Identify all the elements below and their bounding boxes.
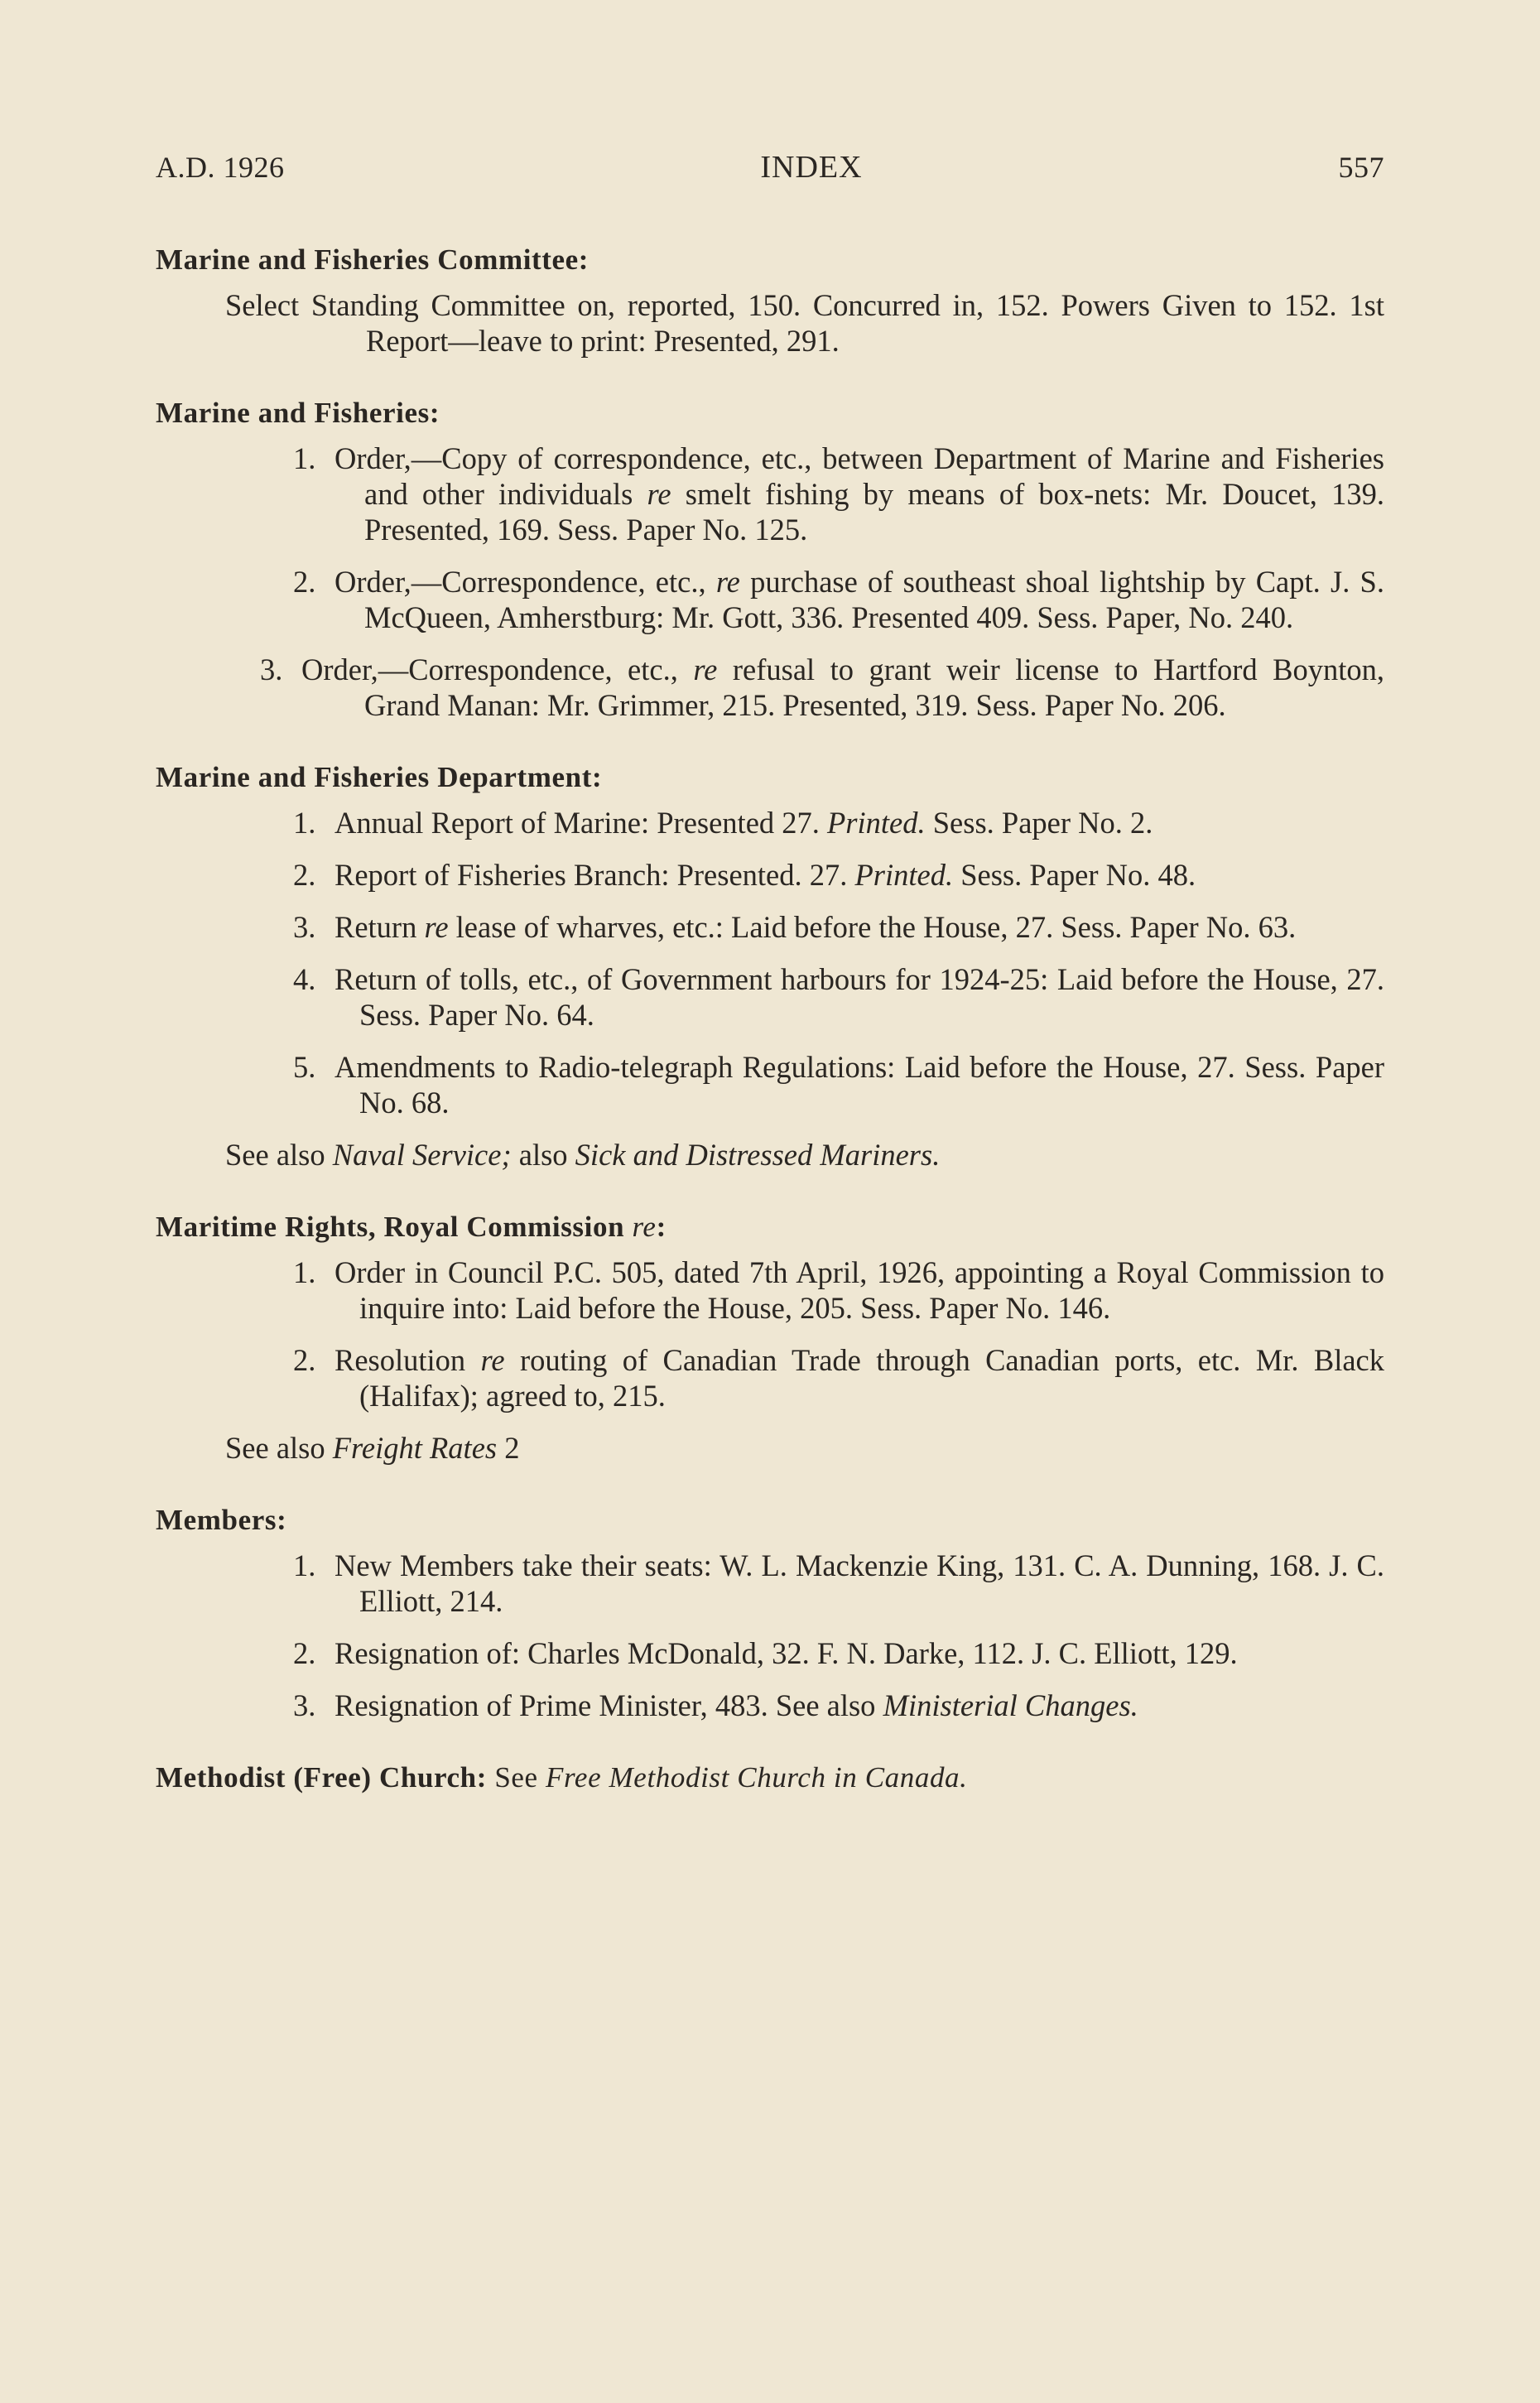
entry-text: New Members take their seats: W. L. Mackenzie King, 131. C. A. Dunning, 168. J. C. Elliott, 214.: [334, 1548, 1384, 1618]
section-paragraph: Select Standing Committee on, reported, 150. Concurred in, 152. Powers Given to 152. 1st Report—leave to print: Presented, 291.: [225, 288, 1384, 358]
entry-italic: re: [480, 1343, 505, 1377]
entry-number: 1.: [293, 441, 316, 475]
index-section: [156, 395, 1384, 723]
entry-italic: Printed.: [827, 806, 926, 840]
see-also-ref: Naval Service;: [332, 1138, 512, 1172]
entry-italic: re: [693, 653, 718, 686]
entry-text: routing of Canadian Trade through Canadian ports, etc. Mr. Black (Halifax); agreed to, 215.: [359, 1343, 1384, 1413]
entry-text: refusal to grant weir license to Hartford Boynton, Grand Manan: Mr. Grimmer, 215. Presented, 319. Sess. Paper No. 206.: [364, 653, 1384, 722]
entry-number: 4.: [293, 962, 316, 996]
index-entry: [293, 805, 1384, 840]
entry-number: 3.: [293, 1688, 316, 1722]
entry-number: 2.: [293, 565, 316, 599]
index-section: [156, 759, 1384, 1173]
entry-text: Order,—Correspondence, etc.,: [301, 653, 694, 686]
entry-text: Amendments to Radio-telegraph Regulations: Laid before the House, 27. Sess. Paper No. 68.: [334, 1050, 1384, 1120]
entry-text: Return of tolls, etc., of Government harbours for 1924-25: Laid before the House, 27. Sess. Paper No. 64.: [334, 962, 1384, 1032]
index-section: [156, 1502, 1384, 1723]
see-also-ref: Freight Rates: [332, 1431, 498, 1465]
entry-text: Report of Fisheries Branch: Presented. 27.: [334, 858, 855, 892]
entry-text: Order in Council P.C. 505, dated 7th April, 1926, appointing a Royal Commission to inquire into: Laid before the House, 205. Sess. Paper No. 146.: [334, 1255, 1384, 1325]
heading-text: Maritime Rights, Royal Commission: [156, 1211, 633, 1243]
index-entry: [293, 1635, 1384, 1671]
section-heading: [156, 1760, 1384, 1795]
index-section: [156, 1760, 1384, 1795]
see-also-text: 2: [497, 1431, 520, 1465]
entry-text: lease of wharves, etc.: Laid before the House, 27. Sess. Paper No. 63.: [448, 910, 1297, 944]
entry-italic: re: [424, 910, 449, 944]
index-entry: [293, 1049, 1384, 1120]
entry-number: 2.: [293, 1343, 316, 1377]
see-also: [225, 1430, 1384, 1466]
index-content: [156, 242, 1384, 1832]
entry-italic: re: [715, 565, 740, 599]
see-also-ref: Sick and Distressed Mariners.: [575, 1138, 941, 1172]
entry-text: Return: [334, 910, 425, 944]
entry-number: 1.: [293, 1548, 316, 1582]
entry-text: purchase of southeast shoal lightship by Capt. J. S. McQueen, Amherstburg: Mr. Gott, 336. Presented 409. Sess. Paper, No. 240.: [364, 565, 1384, 634]
entry-number: 1.: [293, 1255, 316, 1289]
see-also-text: also: [511, 1138, 575, 1172]
entry-text: smelt fishing by means of box-nets: Mr. Doucet, 139. Presented, 169. Sess. Paper No. 125.: [364, 477, 1384, 547]
index-entry: [293, 961, 1384, 1033]
index-entry: [293, 441, 1384, 547]
index-entry: [293, 1254, 1384, 1326]
see-also-text: See also: [225, 1138, 333, 1172]
see-also: [225, 1137, 1384, 1173]
index-entry: [293, 857, 1384, 893]
see-text: See: [494, 1761, 546, 1794]
index-entry: [293, 1688, 1384, 1723]
section-heading: Marine and Fisheries:: [156, 397, 440, 429]
index-section: [156, 1209, 1384, 1466]
entry-italic: Printed.: [854, 858, 954, 892]
entry-text: Resignation of Prime Minister, 483. See also: [334, 1688, 883, 1722]
entry-number: 5.: [293, 1050, 316, 1084]
header-year: A.D. 1926: [156, 151, 285, 184]
entry-text: Resolution: [334, 1343, 481, 1377]
entry-number: 2.: [293, 1636, 316, 1670]
entry-text: Order,—Correspondence, etc.,: [334, 565, 716, 599]
see-ref: Free Methodist Church in Canada.: [546, 1761, 968, 1794]
entry-number: 3.: [260, 653, 283, 686]
entry-text: Sess. Paper No. 48.: [953, 858, 1196, 892]
section-heading: Members:: [156, 1504, 287, 1536]
index-entry: [293, 909, 1384, 945]
header-title: INDEX: [760, 150, 863, 185]
index-section: [156, 242, 1384, 359]
entry-number: 1.: [293, 806, 316, 840]
entry-number: 2.: [293, 858, 316, 892]
entry-number: 3.: [293, 910, 316, 944]
section-heading: Marine and Fisheries Committee:: [156, 243, 590, 276]
running-head: [156, 149, 1384, 185]
index-entry: [293, 1548, 1384, 1619]
entry-text: Resignation of: Charles McDonald, 32. F. N. Darke, 112. J. C. Elliott, 129.: [334, 1636, 1238, 1670]
see-also-text: See also: [225, 1431, 333, 1465]
index-entry: [260, 652, 1384, 723]
entry-text: Annual Report of Marine: Presented 27.: [334, 806, 828, 840]
page-number: 557: [1338, 151, 1384, 184]
section-heading: [156, 1209, 1384, 1245]
heading-text: :: [656, 1211, 667, 1243]
index-entry: [293, 1342, 1384, 1413]
heading-text: Methodist (Free) Church:: [156, 1761, 487, 1794]
index-entry: [293, 564, 1384, 635]
entry-italic: re: [647, 477, 671, 511]
section-heading: Marine and Fisheries Department:: [156, 761, 603, 793]
entry-italic: Ministerial Changes.: [883, 1688, 1138, 1722]
entry-text: Sess. Paper No. 2.: [925, 806, 1153, 840]
heading-italic: re: [632, 1211, 657, 1243]
entry-text: Order,—Copy of correspondence, etc., between Department of Marine and Fisheries and other individuals: [334, 441, 1384, 511]
